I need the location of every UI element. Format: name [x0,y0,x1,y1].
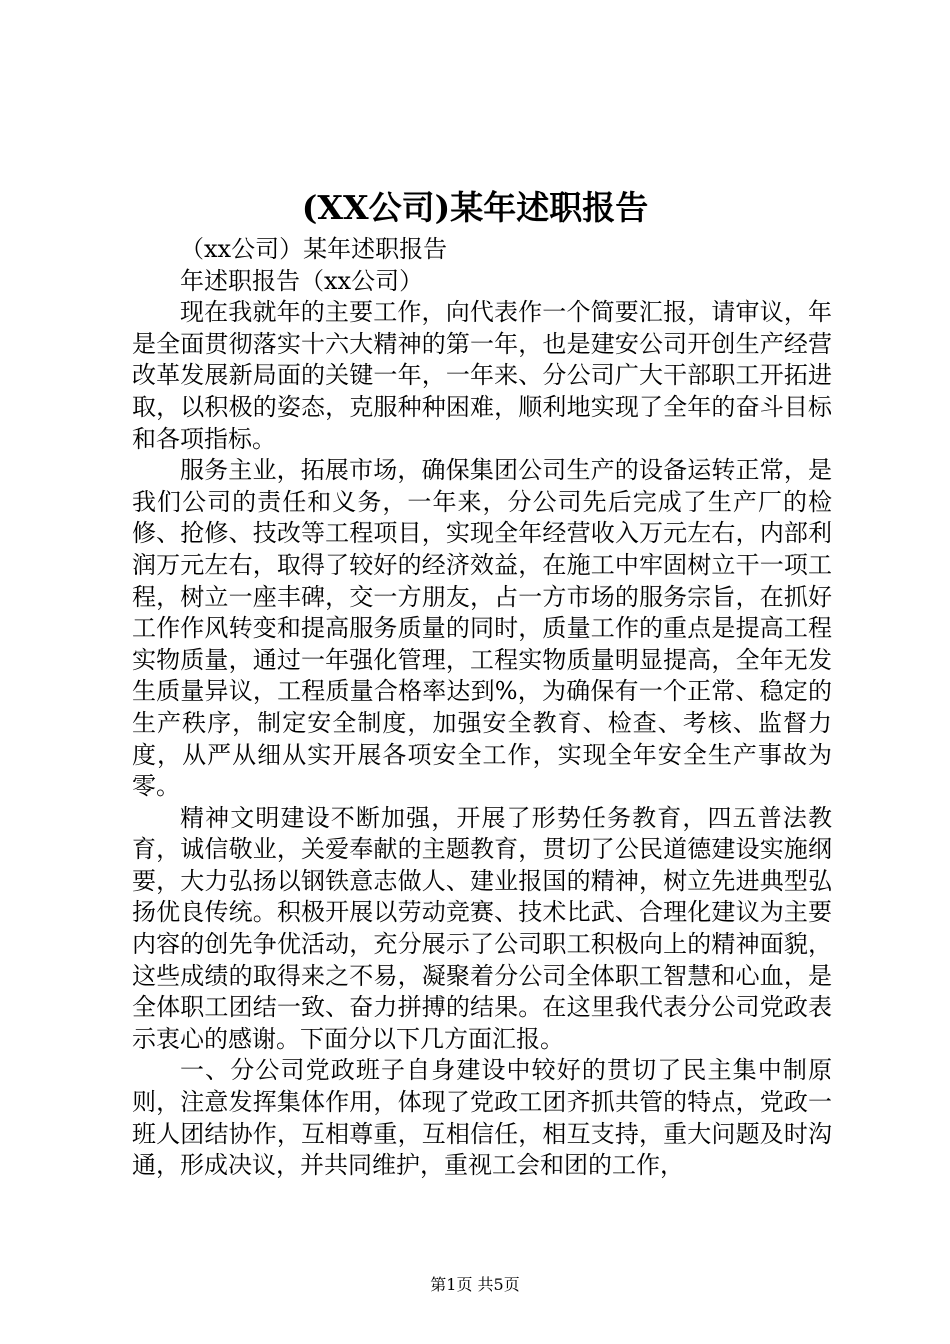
paragraph-section-one: 一、分公司党政班子自身建设中较好的贯切了民主集中制原则，注意发挥集体作用，体现了党政工团齐抓共管的特点，党政一班人团结协作，互相尊重，互相信任，相互支持，重大问题及时沟通，形成决议，并共同维护，重视工会和团的工作， [132,1056,832,1180]
paragraph-subtitle-1: （xx公司）某年述职报告 [180,235,448,263]
paragraph-civilization: 精神文明建设不断加强，开展了形势任务教育，四五普法教育，诚信敬业，关爱奉献的主题教育，贯切了公民道德建设实施纲要，大力弘扬以钢铁意志做人、建业报国的精神，树立先进典型弘扬优良传统。积极开展以劳动竞赛、技术比武、合理化建议为主要内容的创先争优活动，充分展示了公司职工积极向上的精神面貌，这些成绩的取得来之不易，凝聚着分公司全体职工智慧和心血，是全体职工团结一致、奋力拼搏的结果。在这里我代表分公司党政表示衷心的感谢。下面分以下几方面汇报。 [132,803,832,1053]
paragraph-service: 服务主业，拓展市场，确保集团公司生产的设备运转正常，是我们公司的责任和义务，一年来，分公司先后完成了生产厂的检修、抢修、技改等工程项目，实现全年经营收入万元左右，内部利润万元左右，取得了较好的经济效益，在施工中牢固树立干一项工程，树立一座丰碑，交一方朋友，占一方市场的服务宗旨，在抓好工作作风转变和提高服务质量的同时，质量工作的重点是提高工程实物质量，通过一年强化管理，工程实物质量明显提高，全年无发生质量异议，工程质量合格率达到%，为确保有一个正常、稳定的生产秩序，制定安全制度，加强安全教育、检查、考核、监督力度，从严从细从实开展各项安全工作，实现全年安全生产事故为零。 [132,456,832,801]
paragraph-subtitle-2: 年述职报告（xx公司） [180,266,424,295]
document-title: (XX公司)某年述职报告 [301,188,649,227]
paragraph-intro: 现在我就年的主要工作，向代表作一个简要汇报，请审议，年是全面贯彻落实十六大精神的第一年，也是建安公司开创生产经营改革发展新局面的关键一年，一年来、分公司广大干部职工开拓进取，以积极的姿态，克服种种困难，顺利地实现了全年的奋斗目标和各项指标。 [132,298,832,453]
document-body [132,234,832,1182]
page-number-footer: 第1页 共5页 [430,1275,520,1294]
